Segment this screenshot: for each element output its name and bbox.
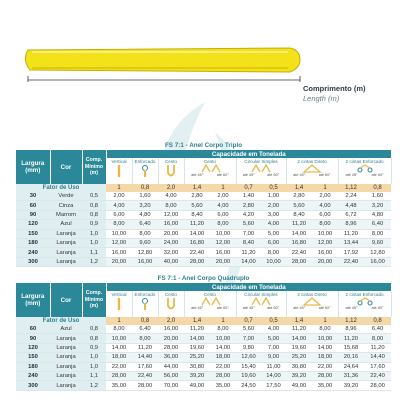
- capacity-cell: 2,80: [184, 192, 210, 201]
- capacity-cell: 20,00: [158, 334, 184, 343]
- capacity-cell: 16,00: [106, 248, 132, 257]
- capacity-cell: 6,72: [338, 210, 364, 219]
- method-choke: Enforcado: [132, 158, 158, 184]
- capacity-cell: 18,00: [312, 353, 338, 362]
- capacity-cell: 22,40: [286, 248, 312, 257]
- color-cell: Marrom: [50, 210, 82, 219]
- min-length-cell: 1,1: [82, 371, 106, 380]
- length-dimension-line: [28, 76, 300, 82]
- capacity-cell: 14,40: [132, 353, 158, 362]
- min-length-cell: 0,8: [82, 201, 106, 210]
- capacity-cell: 49,00: [286, 381, 312, 390]
- capacity-cell: 3,00: [261, 210, 286, 219]
- capacity-cell: 56,00: [158, 371, 184, 380]
- method-basket: Cesto: [158, 291, 184, 317]
- two-slings-choke-icon: [353, 164, 377, 173]
- capacity-cell: 11,20: [236, 248, 261, 257]
- color-cell: Laranja: [50, 381, 82, 390]
- capacity-cell: 24,64: [338, 362, 364, 371]
- width-cell: 300: [16, 257, 50, 266]
- capacity-cell: 16,00: [132, 257, 158, 266]
- capacity-cell: 17,50: [261, 381, 286, 390]
- capacity-cell: 22,00: [106, 362, 132, 371]
- capacity-cell: 9,00: [261, 353, 286, 362]
- capacity-cell: 15,68: [338, 343, 364, 352]
- capacity-cell: 8,40: [236, 238, 261, 247]
- capacity-cell: 10,00: [261, 257, 286, 266]
- capacity-cell: 2,00: [210, 192, 236, 201]
- min-length-cell: 1,2: [82, 257, 106, 266]
- capacity-cell: 6,40: [132, 325, 158, 334]
- capacity-cell: 5,60: [184, 201, 210, 210]
- color-cell: Laranja: [50, 229, 82, 238]
- capacity-cell: 49,00: [184, 381, 210, 390]
- width-cell: 180: [16, 238, 50, 247]
- capacity-cell: 16,00: [312, 248, 338, 257]
- choke-lift-icon: [140, 297, 150, 311]
- method-vertical: Vertical: [106, 291, 132, 317]
- capacity-cell: 12,00: [158, 210, 184, 219]
- capacity-cell: 15,40: [236, 362, 261, 371]
- usage-factor-label: Fator de Uso: [16, 317, 106, 325]
- width-cell: 90: [16, 210, 50, 219]
- capacity-cell: 18,00: [210, 353, 236, 362]
- capacity-cell: 8,40: [286, 210, 312, 219]
- factor-cell: 1: [210, 317, 236, 325]
- capacity-cell: 12,00: [210, 238, 236, 247]
- vertical-lift-icon: [115, 297, 123, 311]
- capacity-cell: 35,00: [312, 381, 338, 390]
- capacity-cell: 28,00: [106, 371, 132, 380]
- capacity-cell: 12,00: [106, 238, 132, 247]
- usage-factor-row: [16, 184, 391, 192]
- width-cell: 180: [16, 362, 50, 371]
- capacity-cell: 14,00: [261, 371, 286, 380]
- color-cell: Cinza: [50, 201, 82, 210]
- factor-cell: 1: [210, 184, 236, 192]
- capacity-cell: 22,40: [364, 371, 391, 380]
- color-cell: Laranja: [50, 371, 82, 380]
- capacity-cell: 3,20: [364, 201, 391, 210]
- width-cell: 240: [16, 371, 50, 380]
- capacity-cell: 4,00: [158, 192, 184, 201]
- col-width-header: Largura (mm): [16, 150, 50, 184]
- factor-cell: 2,0: [158, 184, 184, 192]
- capacity-cell: 20,00: [312, 257, 338, 266]
- col-min-length-header: Comp. Mínimo (m): [82, 150, 106, 184]
- capacity-cell: 28,00: [312, 371, 338, 380]
- capacity-cell: 14,00: [184, 229, 210, 238]
- table-row: [16, 220, 391, 229]
- capacity-cell: 16,00: [158, 325, 184, 334]
- color-cell: Laranja: [50, 353, 82, 362]
- circular-sling-icon: [249, 297, 273, 306]
- capacity-cell: 16,80: [286, 238, 312, 247]
- capacity-cell: 11,20: [184, 325, 210, 334]
- factor-cell: 1,12: [338, 317, 364, 325]
- basket-angle-icon: [198, 297, 222, 306]
- capacity-cell: 9,60: [364, 238, 391, 247]
- color-cell: Verde: [50, 192, 82, 201]
- capacity-cell: 10,00: [312, 334, 338, 343]
- capacity-cell: 1,60: [364, 192, 391, 201]
- capacity-cell: 6,00: [261, 238, 286, 247]
- capacity-cell: 6,00: [106, 210, 132, 219]
- capacity-cell: 5,00: [261, 229, 286, 238]
- capacity-header: Capacidade em Tonelada: [106, 150, 391, 158]
- basket-lift-icon: [166, 297, 176, 311]
- capacity-cell: 8,00: [210, 325, 236, 334]
- width-cell: 150: [16, 353, 50, 362]
- min-length-cell: 1,2: [82, 381, 106, 390]
- capacity-cell: 6,40: [364, 220, 391, 229]
- factor-cell: 2,0: [158, 317, 184, 325]
- capacity-cell: 11,20: [286, 220, 312, 229]
- capacity-cell: 12,80: [364, 248, 391, 257]
- capacity-cell: 16,80: [184, 238, 210, 247]
- capacity-cell: 20,00: [106, 257, 132, 266]
- factor-cell: 1,4: [286, 184, 312, 192]
- capacity-cell: 28,00: [158, 343, 184, 352]
- method-two-slings-choke: 2 cintas Enforcado até 45° até 60°: [338, 158, 391, 184]
- capacity-cell: 4,00: [106, 201, 132, 210]
- capacity-cell: 2,80: [236, 201, 261, 210]
- factor-cell: 1,4: [184, 317, 210, 325]
- table-title: FS 7:1 - Anel Corpo Quádruplo: [157, 275, 250, 282]
- capacity-cell: 11,20: [338, 334, 364, 343]
- capacity-cell: 8,00: [261, 248, 286, 257]
- capacity-cell: 16,00: [210, 248, 236, 257]
- table-row: [16, 229, 391, 238]
- capacity-cell: 4,00: [261, 325, 286, 334]
- factor-cell: 0,8: [132, 184, 158, 192]
- table-row: [16, 371, 391, 380]
- capacity-cell: 14,00: [184, 334, 210, 343]
- capacity-cell: 4,80: [132, 210, 158, 219]
- capacity-cell: 8,00: [312, 325, 338, 334]
- capacity-cell: 8,00: [364, 229, 391, 238]
- table-row: [16, 257, 391, 266]
- capacity-cell: 8,00: [106, 325, 132, 334]
- method-two-slings-direct: 2 cintas Direto até 45° até 60°: [286, 291, 338, 317]
- table-row: [16, 362, 391, 371]
- col-color-header: Cor: [50, 150, 82, 184]
- capacity-cell: 14,00: [106, 343, 132, 352]
- capacity-cell: 25,20: [184, 353, 210, 362]
- min-length-cell: 0,5: [82, 192, 106, 201]
- capacity-cell: 28,00: [210, 371, 236, 380]
- capacity-cell: 4,00: [261, 220, 286, 229]
- sling-illustration: [0, 0, 400, 110]
- capacity-cell: 19,60: [286, 343, 312, 352]
- factor-cell: 0,8: [132, 317, 158, 325]
- factor-cell: 1: [312, 317, 338, 325]
- table-row: [16, 325, 391, 334]
- factor-cell: 1: [312, 184, 338, 192]
- capacity-cell: 1,40: [236, 192, 261, 201]
- capacity-cell: 22,00: [312, 362, 338, 371]
- table-row: [16, 381, 391, 390]
- capacity-cell: 39,20: [286, 371, 312, 380]
- two-slings-choke-icon: [353, 297, 377, 306]
- capacity-cell: 9,60: [132, 238, 158, 247]
- method-choke: Enforcado: [132, 291, 158, 317]
- capacity-cell: 6,40: [364, 325, 391, 334]
- min-length-cell: 0,9: [82, 220, 106, 229]
- factor-cell: 1,4: [184, 184, 210, 192]
- capacity-cell: 8,96: [338, 220, 364, 229]
- capacity-cell: 39,20: [184, 371, 210, 380]
- method-circular-single: Circular Simples até 45° até 60°: [236, 158, 286, 184]
- capacity-cell: 20,00: [158, 229, 184, 238]
- choke-lift-icon: [140, 164, 150, 178]
- capacity-cell: 20,00: [210, 257, 236, 266]
- capacity-cell: 28,00: [132, 381, 158, 390]
- table-row: [16, 334, 391, 343]
- basket-lift-icon: [166, 164, 176, 178]
- width-cell: 240: [16, 248, 50, 257]
- capacity-cell: 5,60: [236, 325, 261, 334]
- capacity-cell: 8,00: [132, 229, 158, 238]
- factor-cell: 1,12: [338, 184, 364, 192]
- capacity-cell: 8,96: [338, 325, 364, 334]
- capacity-table-quadruple: [16, 274, 391, 391]
- capacity-cell: 5,00: [261, 334, 286, 343]
- capacity-cell: 1,00: [261, 192, 286, 201]
- capacity-cell: 14,00: [286, 334, 312, 343]
- color-cell: Laranja: [50, 362, 82, 371]
- vertical-lift-icon: [115, 164, 123, 178]
- factor-cell: 0,8: [364, 184, 391, 192]
- capacity-cell: 36,00: [158, 353, 184, 362]
- capacity-cell: 10,00: [210, 229, 236, 238]
- table-row: [16, 201, 391, 210]
- capacity-cell: 8,40: [184, 210, 210, 219]
- method-vertical: Vertical: [106, 158, 132, 184]
- capacity-cell: 10,00: [106, 334, 132, 343]
- capacity-table-triple: [16, 141, 391, 267]
- capacity-cell: 14,00: [312, 343, 338, 352]
- col-min-length-header: Comp. Mínimo (m): [82, 283, 106, 317]
- capacity-cell: 6,40: [132, 220, 158, 229]
- capacity-cell: 25,20: [286, 353, 312, 362]
- capacity-cell: 19,60: [236, 371, 261, 380]
- table-row: [16, 248, 391, 257]
- capacity-cell: 6,00: [210, 210, 236, 219]
- capacity-cell: 11,20: [132, 343, 158, 352]
- method-two-slings-choke: 2 cintas Enforcado até 45° até 60°: [338, 291, 391, 317]
- min-length-cell: 1,0: [82, 238, 106, 247]
- capacity-cell: 14,40: [364, 353, 391, 362]
- factor-cell: 1: [106, 317, 132, 325]
- col-color-header: Cor: [50, 283, 82, 317]
- capacity-cell: 17,60: [132, 362, 158, 371]
- table-row: [16, 192, 391, 201]
- capacity-cell: 14,00: [286, 229, 312, 238]
- two-slings-direct-icon: [300, 297, 324, 306]
- width-cell: 90: [16, 334, 50, 343]
- capacity-cell: 12,60: [236, 353, 261, 362]
- capacity-cell: 2,00: [261, 201, 286, 210]
- capacity-cell: 22,40: [184, 248, 210, 257]
- color-cell: Azul: [50, 325, 82, 334]
- min-length-cell: 1,0: [82, 362, 106, 371]
- min-length-cell: 0,8: [82, 210, 106, 219]
- capacity-cell: 22,00: [210, 362, 236, 371]
- factor-cell: 1,4: [286, 317, 312, 325]
- capacity-cell: 7,00: [236, 229, 261, 238]
- min-length-cell: 0,8: [82, 334, 106, 343]
- min-length-cell: 1,0: [82, 229, 106, 238]
- usage-factor-row: [16, 317, 391, 325]
- capacity-cell: 4,20: [236, 210, 261, 219]
- capacity-cell: 9,80: [236, 343, 261, 352]
- basket-angle-icon: [198, 164, 222, 173]
- method-basket-angle: Cesto até 45° até 60°: [184, 158, 236, 184]
- capacity-cell: 11,20: [184, 220, 210, 229]
- capacity-cell: 2,00: [312, 192, 338, 201]
- capacity-cell: 28,00: [364, 381, 391, 390]
- color-cell: Laranja: [50, 238, 82, 247]
- capacity-cell: 11,00: [261, 362, 286, 371]
- min-length-cell: 1,0: [82, 353, 106, 362]
- usage-factor-label: Fator de Uso: [16, 184, 106, 192]
- capacity-cell: 4,00: [312, 201, 338, 210]
- capacity-cell: 8,00: [312, 220, 338, 229]
- width-cell: 60: [16, 325, 50, 334]
- color-cell: Laranja: [50, 334, 82, 343]
- color-cell: Laranja: [50, 248, 82, 257]
- capacity-cell: 12,80: [132, 248, 158, 257]
- length-label: Comprimento (m): [303, 84, 366, 93]
- capacity-cell: 6,00: [312, 210, 338, 219]
- col-width-header: Largura (mm): [16, 283, 50, 317]
- capacity-cell: 16,00: [158, 220, 184, 229]
- table-row: [16, 238, 391, 247]
- method-two-slings-direct: 2 cintas Direto até 45° até 60°: [286, 158, 338, 184]
- width-cell: 150: [16, 229, 50, 238]
- capacity-cell: 8,00: [158, 201, 184, 210]
- capacity-cell: 39,20: [338, 381, 364, 390]
- factor-cell: 0,5: [261, 317, 286, 325]
- capacity-cell: 19,60: [184, 343, 210, 352]
- capacity-cell: 10,00: [106, 229, 132, 238]
- color-cell: Laranja: [50, 343, 82, 352]
- capacity-cell: 14,00: [236, 257, 261, 266]
- capacity-cell: 2,00: [106, 192, 132, 201]
- min-length-cell: 1,1: [82, 248, 106, 257]
- capacity-cell: 16,00: [364, 257, 391, 266]
- capacity-cell: 5,60: [236, 220, 261, 229]
- table-row: [16, 343, 391, 352]
- capacity-cell: 11,20: [286, 325, 312, 334]
- capacity-cell: 11,20: [338, 229, 364, 238]
- capacity-cell: 2,24: [338, 192, 364, 201]
- circular-sling-icon: [249, 164, 273, 173]
- capacity-cell: 13,44: [338, 238, 364, 247]
- capacity-cell: 17,60: [364, 362, 391, 371]
- capacity-cell: 44,00: [158, 362, 184, 371]
- table-row: [16, 210, 391, 219]
- width-cell: 120: [16, 343, 50, 352]
- capacity-cell: 40,00: [158, 257, 184, 266]
- two-slings-direct-icon: [300, 164, 324, 173]
- method-basket: Cesto: [158, 158, 184, 184]
- capacity-cell: 1,60: [132, 192, 158, 201]
- capacity-cell: 7,00: [236, 334, 261, 343]
- capacity-cell: 30,80: [184, 362, 210, 371]
- factor-cell: 0,7: [236, 184, 261, 192]
- width-cell: 60: [16, 201, 50, 210]
- width-cell: 300: [16, 381, 50, 390]
- capacity-cell: 70,00: [158, 381, 184, 390]
- capacity-cell: 14,00: [210, 343, 236, 352]
- factor-cell: 1: [106, 184, 132, 192]
- capacity-cell: 24,00: [158, 238, 184, 247]
- capacity-cell: 22,40: [338, 257, 364, 266]
- color-cell: Azul: [50, 220, 82, 229]
- capacity-cell: 20,16: [338, 353, 364, 362]
- table-title: FS 7:1 - Anel Corpo Triplo: [164, 142, 243, 149]
- min-length-cell: 0,9: [82, 343, 106, 352]
- capacity-cell: 4,00: [210, 201, 236, 210]
- capacity-cell: 35,00: [106, 381, 132, 390]
- factor-cell: 0,7: [236, 317, 261, 325]
- factor-cell: 0,5: [261, 184, 286, 192]
- capacity-cell: 7,00: [261, 343, 286, 352]
- capacity-cell: 32,00: [158, 248, 184, 257]
- width-cell: 120: [16, 220, 50, 229]
- length-label-en: Length (m): [303, 94, 340, 103]
- capacity-cell: 8,00: [106, 220, 132, 229]
- capacity-cell: 18,00: [106, 353, 132, 362]
- table-body: [16, 325, 391, 390]
- width-cell: 30: [16, 192, 50, 201]
- color-cell: Laranja: [50, 257, 82, 266]
- capacity-cell: 2,80: [286, 192, 312, 201]
- capacity-cell: 28,00: [184, 257, 210, 266]
- capacity-cell: 4,80: [364, 210, 391, 219]
- capacity-cell: 35,00: [210, 381, 236, 390]
- capacity-cell: 22,40: [132, 371, 158, 380]
- capacity-cell: 10,00: [210, 334, 236, 343]
- capacity-cell: 3,20: [132, 201, 158, 210]
- capacity-cell: 28,00: [286, 257, 312, 266]
- capacity-cell: 5,60: [286, 201, 312, 210]
- capacity-cell: 10,00: [312, 229, 338, 238]
- capacity-cell: 4,48: [338, 201, 364, 210]
- capacity-cell: 17,92: [338, 248, 364, 257]
- capacity-cell: 8,00: [132, 334, 158, 343]
- capacity-cell: 8,00: [210, 220, 236, 229]
- capacity-cell: 11,20: [364, 343, 391, 352]
- min-length-cell: 0,8: [82, 325, 106, 334]
- capacity-cell: 8,00: [364, 334, 391, 343]
- factor-cell: 0,8: [364, 317, 391, 325]
- capacity-cell: 30,80: [286, 362, 312, 371]
- table-row: [16, 353, 391, 362]
- capacity-header: Capacidade em Tonelada: [106, 283, 391, 291]
- capacity-cell: 12,00: [312, 238, 338, 247]
- method-circular-single: Circular Simples até 45° até 60°: [236, 291, 286, 317]
- method-basket-angle: Cesto até 45° até 60°: [184, 291, 236, 317]
- capacity-cell: 31,36: [338, 371, 364, 380]
- table-body: [16, 192, 391, 267]
- capacity-cell: 24,50: [236, 381, 261, 390]
